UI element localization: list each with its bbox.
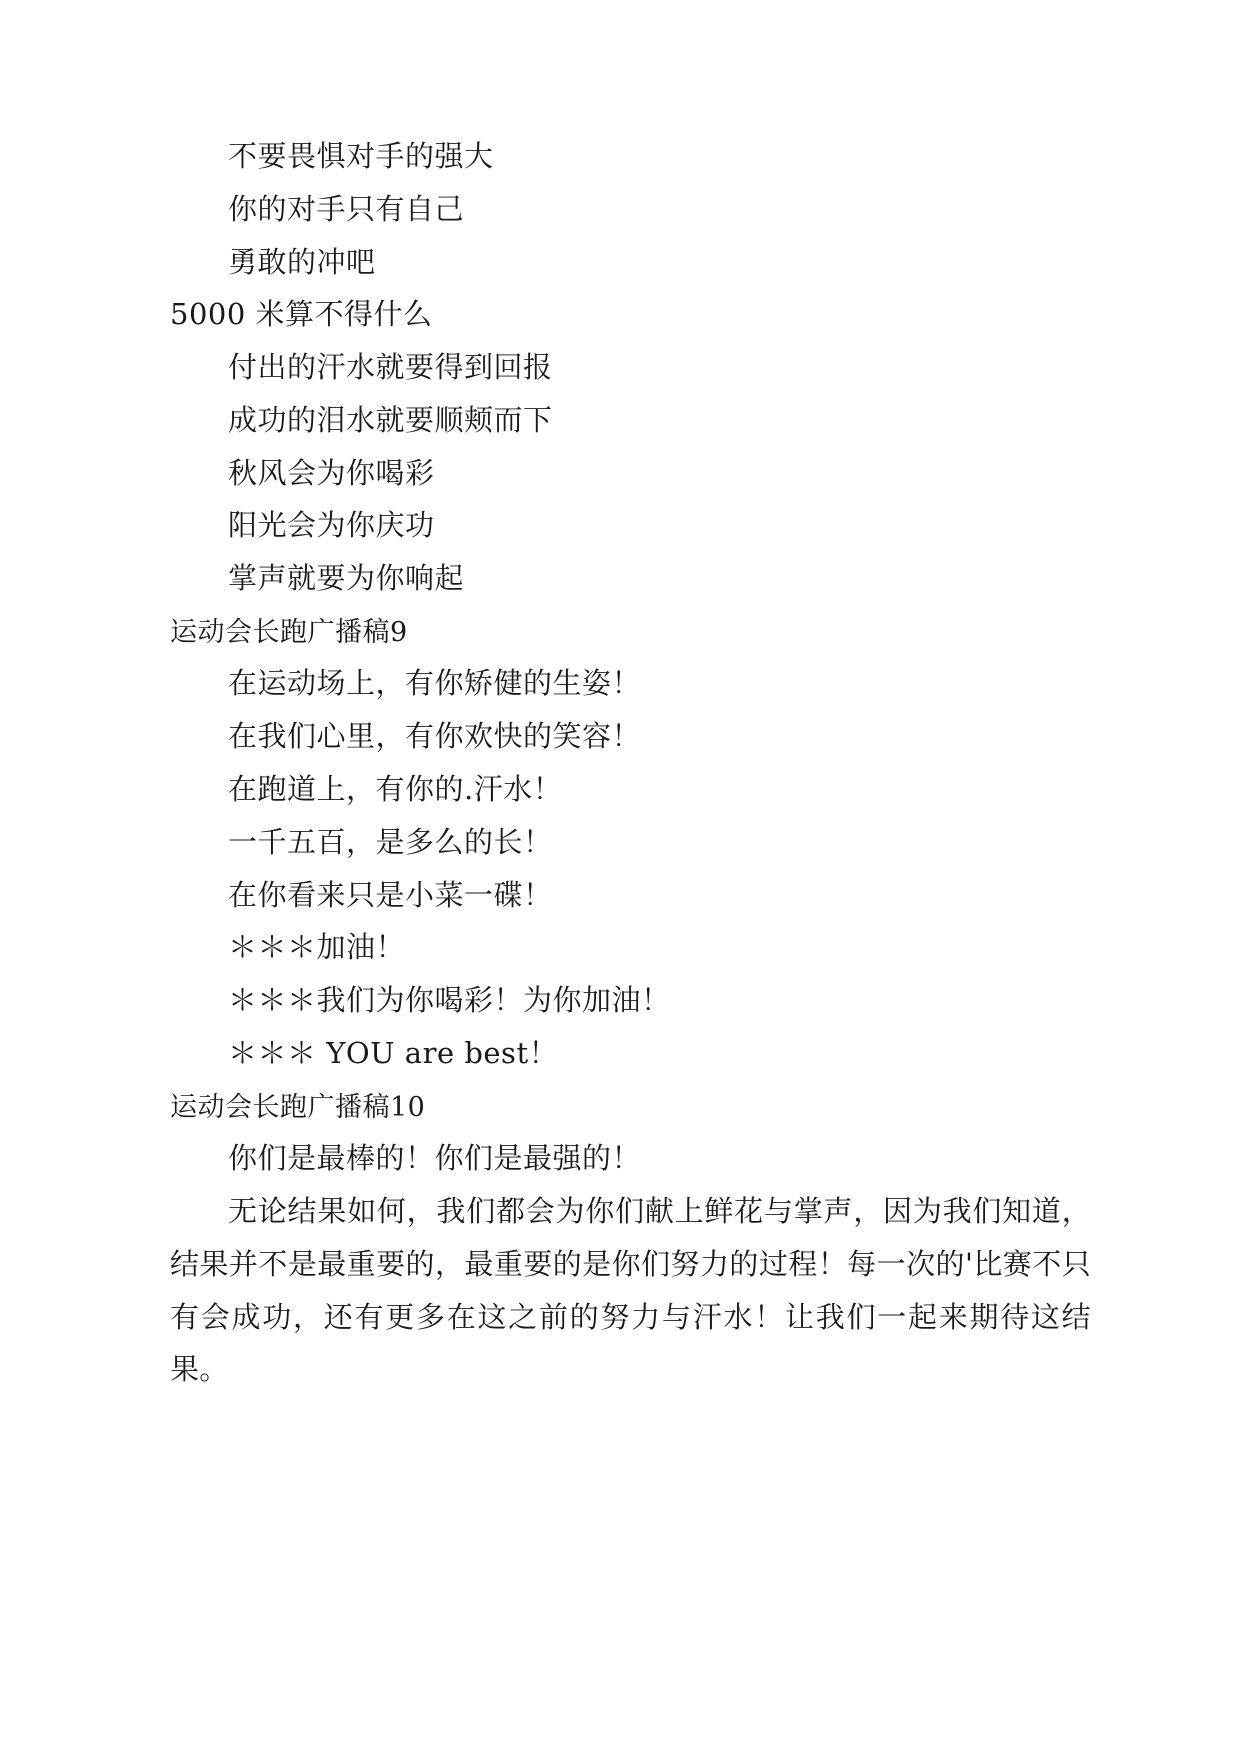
body-paragraph: 无论结果如何，我们都会为你们献上鲜花与掌声，因为我们知道，结果并不是最重要的，最重要的是你们努力的过程！每一次的'比赛不只有会成功，还有更多在这之前的努力与汗水！让我们一起来期待这结果。 (170, 1193, 1091, 1387)
body-line: 你们是最棒的！你们是最强的！ (228, 1141, 642, 1176)
section-heading: 运动会长跑广播稿9 (170, 616, 408, 648)
body-line: 不要畏惧对手的强大 (228, 139, 494, 173)
body-line: 在跑道上，有你的.汗水！ (228, 772, 563, 807)
body-line: 秋风会为你喝彩 (228, 455, 435, 490)
body-line: ＊＊＊我们为你喝彩！为你加油！ (228, 983, 671, 1018)
body-line: ＊＊＊ YOU are best！ (228, 1035, 559, 1070)
body-line: 掌声就要为你响起 (228, 561, 465, 596)
body-line: 一千五百，是多么的长！ (228, 824, 553, 859)
document-body (170, 130, 1091, 1396)
body-line: 成功的泪水就要顺颊而下 (228, 402, 553, 437)
body-line: ＊＊＊加油！ (228, 930, 406, 965)
body-line: 在我们心里，有你欢快的笑容！ (228, 719, 642, 754)
section-heading: 运动会长跑广播稿10 (170, 1091, 426, 1123)
body-line: 在运动场上，有你矫健的生姿！ (228, 666, 642, 701)
body-line: 勇敢的冲吧 (228, 244, 376, 279)
body-line: 在你看来只是小菜一碟！ (228, 877, 553, 912)
body-line: 你的对手只有自己 (228, 191, 465, 226)
body-line: 阳光会为你庆功 (228, 508, 435, 543)
body-line: 付出的汗水就要得到回报 (228, 350, 553, 385)
body-line: 5000 米算不得什么 (170, 297, 433, 332)
